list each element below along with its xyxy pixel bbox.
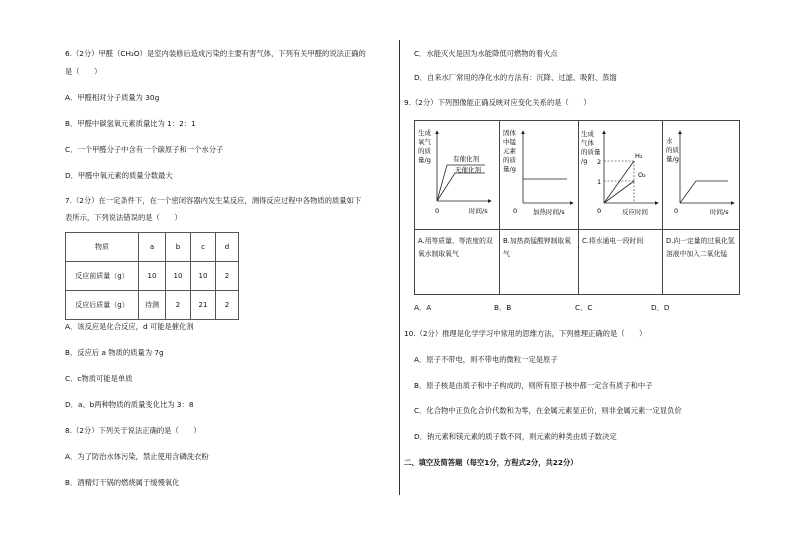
q9-stem: 9.（2分）下列图像能正确反映对应变化关系的是（ ） [404, 98, 591, 107]
q10-option-c: C．化合物中正负化合价代数和为零，在金属元素显正价，则非金属元素一定显负价 [414, 406, 682, 415]
table-cell: 反应后质量（g） [66, 291, 139, 320]
q10-option-b: B．原子核是由质子和中子构成的，则所有原子核中都一定含有质子和中子 [414, 381, 653, 390]
svg-text:氧气: 氧气 [418, 138, 431, 146]
table-header-row [66, 233, 239, 262]
column-divider [399, 40, 400, 495]
svg-text:的质: 的质 [666, 146, 679, 154]
graph-b-ylabel: 固体 [503, 129, 516, 137]
q10-option-d: D．钠元素和镁元素的质子数不同，则元素的种类由质子数决定 [414, 432, 617, 441]
q9-graph-table [414, 120, 740, 295]
caption-b: B.加热高锰酸钾制取氧气 [503, 237, 571, 258]
q8-stem: 8.（2分）下列关于说法正确的是（ ） [65, 426, 201, 435]
caption-d: D.向一定量的过氧化氢溶液中加入二氧化锰 [666, 237, 735, 258]
q8-option-d: D．自来水厂常用的净化水的方法有：沉降、过滤、吸附、蒸馏 [414, 73, 617, 82]
table-header-cell: a [139, 233, 166, 262]
graph-cell-a [415, 121, 500, 294]
graph-b-xlabel: 加热时间/s [533, 208, 565, 216]
svg-text:的质量: 的质量 [581, 148, 601, 156]
svg-text:0: 0 [674, 207, 679, 215]
svg-text:0: 0 [435, 207, 440, 215]
q7-option-c: C．c物质可能是单质 [65, 374, 133, 383]
table-cell: 21 [191, 291, 216, 320]
svg-text:2: 2 [597, 158, 602, 166]
q6-stem-line1: 6.（2分）甲醛（CH₂O）是室内装修后造成污染的主要有害气体，下列有关甲醛的说法正确的 [65, 49, 366, 58]
h2-label: H₂ [635, 152, 643, 160]
section-heading: 二、填空及简答题（每空1分，方程式2分，共22分） [404, 458, 578, 467]
o2-line [604, 181, 634, 203]
table-header-cell: b [166, 233, 191, 262]
svg-text:量/g: 量/g [666, 155, 679, 163]
graph-cell-c [578, 121, 663, 294]
q7-option-b: B．反应后 a 物质的质量为 7g [65, 348, 164, 357]
caption-c: C.将水通电一段时间 [582, 237, 644, 245]
q10-stem: 10.（2分）推理是化学学习中常用的思维方法，下列推理正确的是（ ） [404, 329, 647, 338]
table-cell: 2 [166, 291, 191, 320]
graph-d-xlabel: 时间/s [710, 208, 729, 216]
line-without-catalyst [437, 173, 485, 201]
table-cell: 10 [191, 262, 216, 291]
table-cell: 反应前质量（g） [66, 262, 139, 291]
svg-text:0: 0 [513, 207, 518, 215]
q9-option-b: B．B [494, 303, 512, 312]
q9-option-a: A．A [414, 303, 432, 312]
q7-option-d: D．a、b两种物质的质量变化比为 3：8 [65, 400, 194, 409]
graph-a-xlabel: 时间/s [469, 207, 488, 215]
o2-label: O₂ [638, 171, 646, 179]
graph-a-ylabel: 生成 [418, 129, 431, 137]
table-header-cell: 物质 [66, 233, 139, 262]
h2-line [604, 161, 634, 203]
q7-mass-table [65, 232, 239, 320]
graph-a [415, 121, 499, 229]
svg-text:的质: 的质 [418, 147, 431, 155]
graph-c [578, 121, 662, 229]
q6-option-b: B．甲醛中碳氢氧元素质量比为 1：2：1 [65, 119, 196, 128]
graph-caption-separator [415, 229, 739, 230]
q8-option-c: C．水能灭火是因为水能降低可燃物的着火点 [414, 49, 558, 58]
graph-cell-d [662, 121, 740, 294]
svg-text:中锰: 中锰 [503, 138, 516, 146]
table-row [66, 291, 239, 320]
svg-text:的质: 的质 [503, 156, 516, 164]
q7-stem-line2: 表所示，下列说法错误的是（ ） [65, 213, 182, 222]
graph-c-xlabel: 反应时间 [622, 208, 648, 216]
q6-option-a: A．甲醛相对分子质量为 30g [65, 93, 160, 102]
svg-text:量/g: 量/g [503, 165, 516, 173]
svg-text:量/g: 量/g [418, 156, 431, 164]
q9-option-c: C．C [575, 303, 593, 312]
graph-d [662, 121, 739, 229]
table-header-cell: c [191, 233, 216, 262]
table-cell: 2 [216, 262, 239, 291]
q6-option-c: C．一个甲醛分子中含有一个碳原子和一个水分子 [65, 145, 224, 154]
label-without-catalyst: 无催化剂 [455, 166, 481, 174]
q8-option-b: B．酒精灯干锅的燃烧属于缓慢氧化 [65, 478, 180, 487]
svg-text:/g: /g [581, 157, 588, 165]
q7-stem-line1: 7.（2分）在一定条件下，在一个密闭容器内发生某反应，测得反应过程中各物质的质量如下 [65, 196, 362, 205]
q6-option-d: D．甲醛中氧元素的质量分数最大 [65, 171, 173, 180]
table-header-cell: d [216, 233, 239, 262]
table-cell: 10 [166, 262, 191, 291]
graph-cell-b [499, 121, 579, 294]
table-row [66, 262, 239, 291]
q7-option-a: A．该反应是化合反应，d 可能是催化剂 [65, 322, 194, 331]
graph-c-ylabel: 生成 [581, 130, 594, 138]
svg-text:1: 1 [597, 178, 602, 186]
graph-d-ylabel: 水 [666, 137, 673, 145]
q6-stem-line2: 是（ ） [65, 67, 102, 76]
svg-text:气体: 气体 [581, 139, 594, 147]
svg-text:0: 0 [597, 207, 602, 215]
table-cell: 待测 [139, 291, 166, 320]
table-cell: 2 [216, 291, 239, 320]
q9-option-d: D．D [651, 303, 670, 312]
graph-b [499, 121, 578, 229]
caption-a: A.用等质量、等浓度的双氧水制取氧气 [418, 237, 493, 258]
q8-option-a: A．为了防治水体污染，禁止使用含磷洗衣粉 [65, 452, 209, 461]
table-cell: 10 [139, 262, 166, 291]
svg-text:元素: 元素 [503, 147, 516, 155]
q10-option-a: A．原子不带电，则不带电的微粒一定是原子 [414, 355, 558, 364]
label-with-catalyst: 有催化剂 [453, 155, 479, 163]
water-mass-line [680, 181, 728, 203]
